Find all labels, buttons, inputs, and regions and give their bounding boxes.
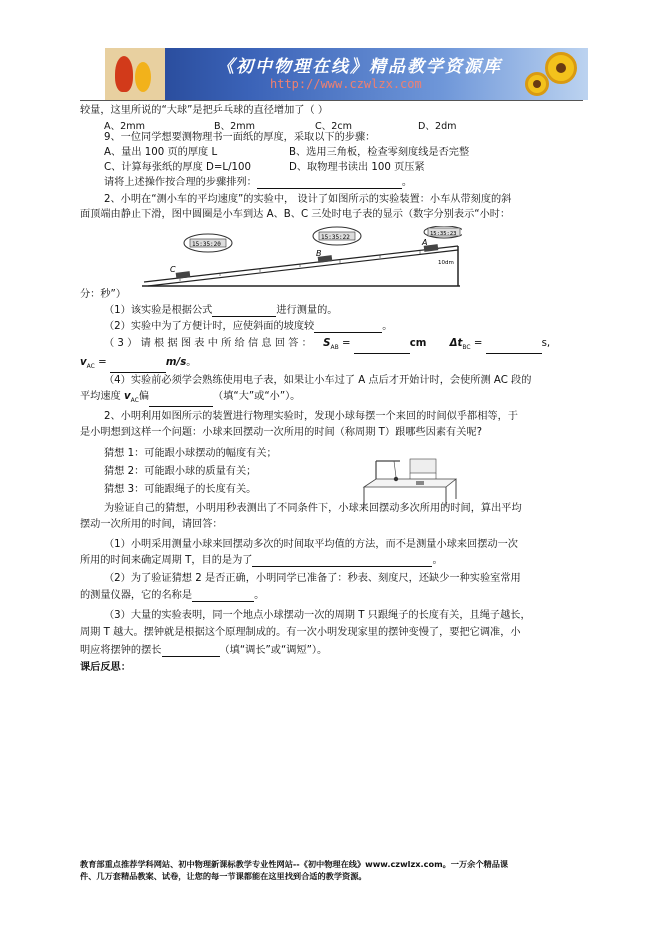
answer-line bbox=[104, 176, 412, 189]
footer-line-1: 教育部重点推荐学科网站、初中物理新课标教学专业性网站--《初中物理在线》www.czwlzx.com。一万余个精品课 bbox=[80, 859, 509, 869]
question-1-prompt: （1）该实验是根据公式 bbox=[104, 305, 213, 316]
answer-2-line bbox=[80, 589, 264, 602]
symbol-s: S bbox=[323, 338, 331, 349]
step-c: C、计算每张纸的厚度 D=L/100 bbox=[104, 162, 251, 173]
text-line: （1）小明采用测量小球来回摆动多次的时间取平均值的方法，而不是测量小球来回摆动一次 bbox=[104, 539, 518, 550]
step-d: D、取物理书读出 100 页压紧 bbox=[289, 162, 425, 173]
period: 。 bbox=[186, 357, 197, 368]
answer-blank[interactable] bbox=[257, 177, 402, 189]
text-line: （2）为了验证猜想 2 是否正确，小明同学已准备了：秒表、刻度尺，还缺少一种实验室常用 bbox=[104, 573, 521, 584]
tbc-blank[interactable] bbox=[486, 342, 542, 354]
answer-3-prompt: 明应将摆钟的摆长 bbox=[80, 645, 162, 656]
reflection-heading: 课后反思： bbox=[80, 662, 131, 673]
guess-1: 猜想 1：可能跟小球摆动的幅度有关； bbox=[104, 448, 277, 459]
unit-cm: cm bbox=[409, 338, 427, 349]
option-d: D、2dm bbox=[418, 121, 457, 132]
step-b: B、选用三角板，检查零刻度线是否完整 bbox=[289, 147, 470, 158]
equals-sign: = bbox=[94, 357, 110, 368]
period: 。 bbox=[382, 321, 393, 332]
text-line: 较量，这里所说的“大球”是把乒乓球的直径增加了（ ） bbox=[80, 105, 329, 116]
answer-1-line bbox=[80, 554, 443, 567]
answer-prompt: 请将上述操作按合理的步骤排列： bbox=[104, 177, 257, 188]
text-line: （3）大量的实验表明，同一个地点小球摆动一次的周期 T 只跟绳子的长度有关，且绳子越长， bbox=[104, 610, 531, 621]
sab-blank[interactable] bbox=[354, 342, 410, 354]
symbol-delta-t: Δt bbox=[449, 338, 463, 349]
point-label-c: C bbox=[170, 265, 176, 274]
question-3-cont bbox=[80, 356, 196, 373]
text-line: 是小明想到这样一个问题：小球来回摆动一次所用的时间（称周期 T）跟哪些因素有关呢? bbox=[80, 427, 482, 438]
length-blank[interactable] bbox=[162, 645, 220, 657]
question-1 bbox=[104, 304, 337, 317]
symbol-v: v bbox=[80, 357, 87, 368]
text-line: 周期 T 越大。摆钟就是根据这个原理制成的。有一次小明发现家里的摆钟变慢了，要把它调准，小 bbox=[80, 627, 521, 638]
equals-sign: = bbox=[338, 338, 354, 349]
question-4-cont bbox=[80, 390, 300, 407]
period: 。 bbox=[432, 555, 443, 566]
sunflower-icon bbox=[525, 72, 549, 96]
question-3-prompt: （ 3 ） 请 根 据 图 表 中 所 给 信 息 回 答 ： bbox=[104, 338, 312, 349]
symbol-v: v bbox=[124, 391, 131, 402]
text-line: 分：秒”） bbox=[80, 289, 127, 300]
question-4-suffix: （填“大”或“小”）。 bbox=[213, 391, 301, 402]
answer-2-prompt: 的测量仪器，它的名称是 bbox=[80, 590, 193, 601]
text-line: 2、小明利用如图所示的装置进行物理实验时，发现小球每摆一个来回的时间似乎都相等，于 bbox=[104, 411, 518, 422]
incline-figure bbox=[140, 226, 462, 288]
instrument-blank[interactable] bbox=[192, 590, 254, 602]
purpose-blank[interactable] bbox=[252, 555, 432, 567]
ruler-unit: 10dm bbox=[438, 260, 454, 266]
word-pian: 偏 bbox=[138, 391, 150, 402]
answer-1-prompt: 所用的时间来确定周期 T，目的是为了 bbox=[80, 555, 253, 566]
pendulum-figure bbox=[360, 455, 460, 509]
clock-c-display: 15:35:20 bbox=[192, 241, 221, 248]
step-a: A、量出 100 页的厚度 L bbox=[104, 147, 218, 158]
text-line: 9、一位同学想要测物理书一面纸的厚度，采取以下的步骤： bbox=[104, 132, 376, 143]
question-1-suffix: 进行测量的。 bbox=[276, 305, 338, 316]
formula-blank[interactable] bbox=[212, 305, 276, 317]
banner-title: 《初中物理在线》精品教学资源库 bbox=[217, 57, 502, 77]
unit-s: s, bbox=[541, 338, 551, 349]
subscript-ac: AC bbox=[130, 397, 139, 405]
text-line: 2、小明在“测小车的平均速度”的实验中， 设计了如图所示的实验装置：小车从带刻度的斜 bbox=[104, 194, 512, 205]
period: 。 bbox=[254, 590, 265, 601]
clock-b-display: 15:35:22 bbox=[321, 234, 350, 241]
footer-line-2: 件、几万套精品教案、试卷，让您的每一节课都能在这里找到合适的教学资源。 bbox=[80, 871, 367, 881]
question-3 bbox=[104, 337, 550, 354]
slope-blank[interactable] bbox=[314, 321, 382, 333]
option-c: C、2cm bbox=[315, 121, 353, 132]
banner-url[interactable]: http://www.czwlzx.com bbox=[270, 77, 422, 91]
point-label-b: B bbox=[316, 249, 322, 258]
header-divider bbox=[80, 100, 583, 101]
subscript-ac: AC bbox=[86, 363, 95, 371]
vac-blank[interactable] bbox=[110, 361, 166, 373]
option-a: A、2mm bbox=[104, 121, 145, 132]
text-line: 摆动一次所用的时间，请回答： bbox=[80, 519, 223, 530]
text-line: 为验证自己的猜想，小明用秒表测出了不同条件下，小球来回摆动多次所用的时间，算出平均 bbox=[104, 503, 522, 514]
question-2 bbox=[104, 320, 392, 333]
subscript-ab: AB bbox=[330, 344, 339, 352]
answer-3-line bbox=[80, 644, 327, 657]
subscript-bc: BC bbox=[462, 344, 471, 352]
equals-sign: = bbox=[470, 338, 486, 349]
footer bbox=[80, 858, 508, 882]
bias-blank[interactable] bbox=[149, 395, 213, 407]
unit-ms: m/s bbox=[165, 357, 187, 368]
question-4-prompt: 平均速度 bbox=[80, 391, 124, 402]
text-line: （4）实验前必须学会熟练使用电子表，如果让小车过了 A 点后才开始计时，会使所测 AC 段的 bbox=[104, 375, 532, 386]
clock-a-display: 15:35:23 bbox=[430, 231, 457, 237]
text-line: 面顶端由静止下滑，图中圆圈是小车到达 A、B、C 三处时电子表的显示（数字分别表示“小时： bbox=[80, 209, 511, 220]
site-logo bbox=[105, 48, 165, 100]
guess-3: 猜想 3：可能跟绳子的长度有关。 bbox=[104, 484, 257, 495]
header-banner bbox=[105, 48, 588, 100]
period: 。 bbox=[401, 177, 412, 188]
guess-2: 猜想 2：可能跟小球的质量有关； bbox=[104, 466, 257, 477]
option-b: B、2mm bbox=[214, 121, 255, 132]
answer-3-suffix: （填“调长”或“调短”）。 bbox=[219, 645, 328, 656]
question-2-prompt: （2）实验中为了方便计时，应使斜面的坡度较 bbox=[104, 321, 315, 332]
sunflower-icon bbox=[545, 52, 577, 84]
point-label-a: A bbox=[422, 238, 428, 247]
